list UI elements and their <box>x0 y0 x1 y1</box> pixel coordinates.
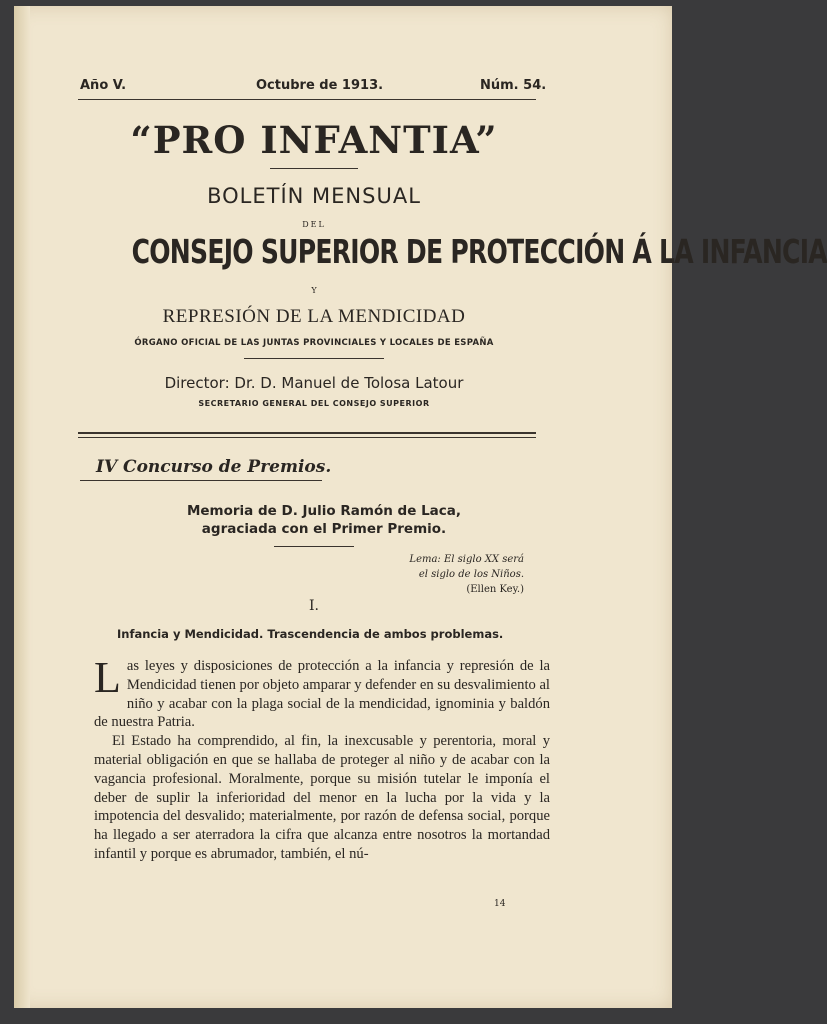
represion-title: REPRESIÓN DE LA MENDICIDAD <box>162 306 466 327</box>
section-rule <box>80 480 322 481</box>
drop-cap: L <box>94 653 121 702</box>
memoria-rule <box>274 546 354 547</box>
paragraph-2: El Estado ha comprendido, al fin, la inexcusable y perentoria, moral y material obligación en que se hallaba de proteger al niño y de acabar con la vagancia profesional. Moralmente, porque su misión tutelar le imponía el deber de suplir la inferioridad del menor en la lucha por la vida y la impotencia del desvalido; materialmente, por razón de defensa social, porque ha llegado a ser aterradora la cifra que alcanza entre nosotros la mortandad infantil y porque es abrumador, también, el nú- <box>94 733 550 862</box>
memoria-line-2: agraciada con el Primer Premio. <box>201 521 447 537</box>
lema-line-2: el siglo de los Niños. <box>418 569 524 580</box>
section-title: IV Concurso de Premios. <box>96 457 332 477</box>
memoria-heading <box>114 502 534 538</box>
consejo-title: CONSEJO SUPERIOR DE PROTECCIÓN Á LA INFANCIA <box>131 232 827 271</box>
organo-rule <box>244 358 384 359</box>
masthead-rule-bottom <box>78 437 536 438</box>
title-ornament-rule <box>270 168 358 169</box>
lema-epigraph <box>409 552 524 597</box>
article-body <box>94 653 550 864</box>
chapter-number: I. <box>309 598 319 614</box>
masthead-rule-top <box>78 432 536 434</box>
del-label: DEL <box>302 220 326 229</box>
header-year: Año V. <box>80 78 127 93</box>
secretario-line: SECRETARIO GENERAL DEL CONSEJO SUPERIOR <box>198 399 430 408</box>
page-spine <box>14 6 30 1008</box>
document-page <box>14 6 827 1008</box>
header-number: Núm. 54. <box>480 78 547 93</box>
lema-line-3: (Ellen Key.) <box>466 584 524 595</box>
page-number: 14 <box>494 899 506 909</box>
memoria-line-1: Memoria de D. Julio Ramón de Laca, <box>186 503 462 519</box>
y-label: Y <box>311 286 317 295</box>
header-rule <box>78 99 536 100</box>
paragraph-1-text: as leyes y disposiciones de protección a la infancia y represión de la Mendicidad tienen por objeto amparar y defender en su desvalimiento al niño y acabar con la plaga social de la mendicidad, ignominia y baldón de nuestra Patria. <box>94 658 550 731</box>
paragraph-1 <box>94 653 550 732</box>
journal-subtitle: BOLETÍN MENSUAL <box>207 184 421 208</box>
chapter-heading: Infancia y Mendicidad. Trascendencia de ambos problemas. <box>117 627 504 641</box>
lema-line-1: Lema: El siglo XX será <box>409 554 524 565</box>
journal-title: “PRO INFANTIA” <box>130 118 498 162</box>
director-line: Director: Dr. D. Manuel de Tolosa Latour <box>164 374 464 392</box>
header-date: Octubre de 1913. <box>256 78 384 93</box>
organo-line: ÓRGANO OFICIAL DE LAS JUNTAS PROVINCIALES Y LOCALES DE ESPAÑA <box>134 338 494 348</box>
